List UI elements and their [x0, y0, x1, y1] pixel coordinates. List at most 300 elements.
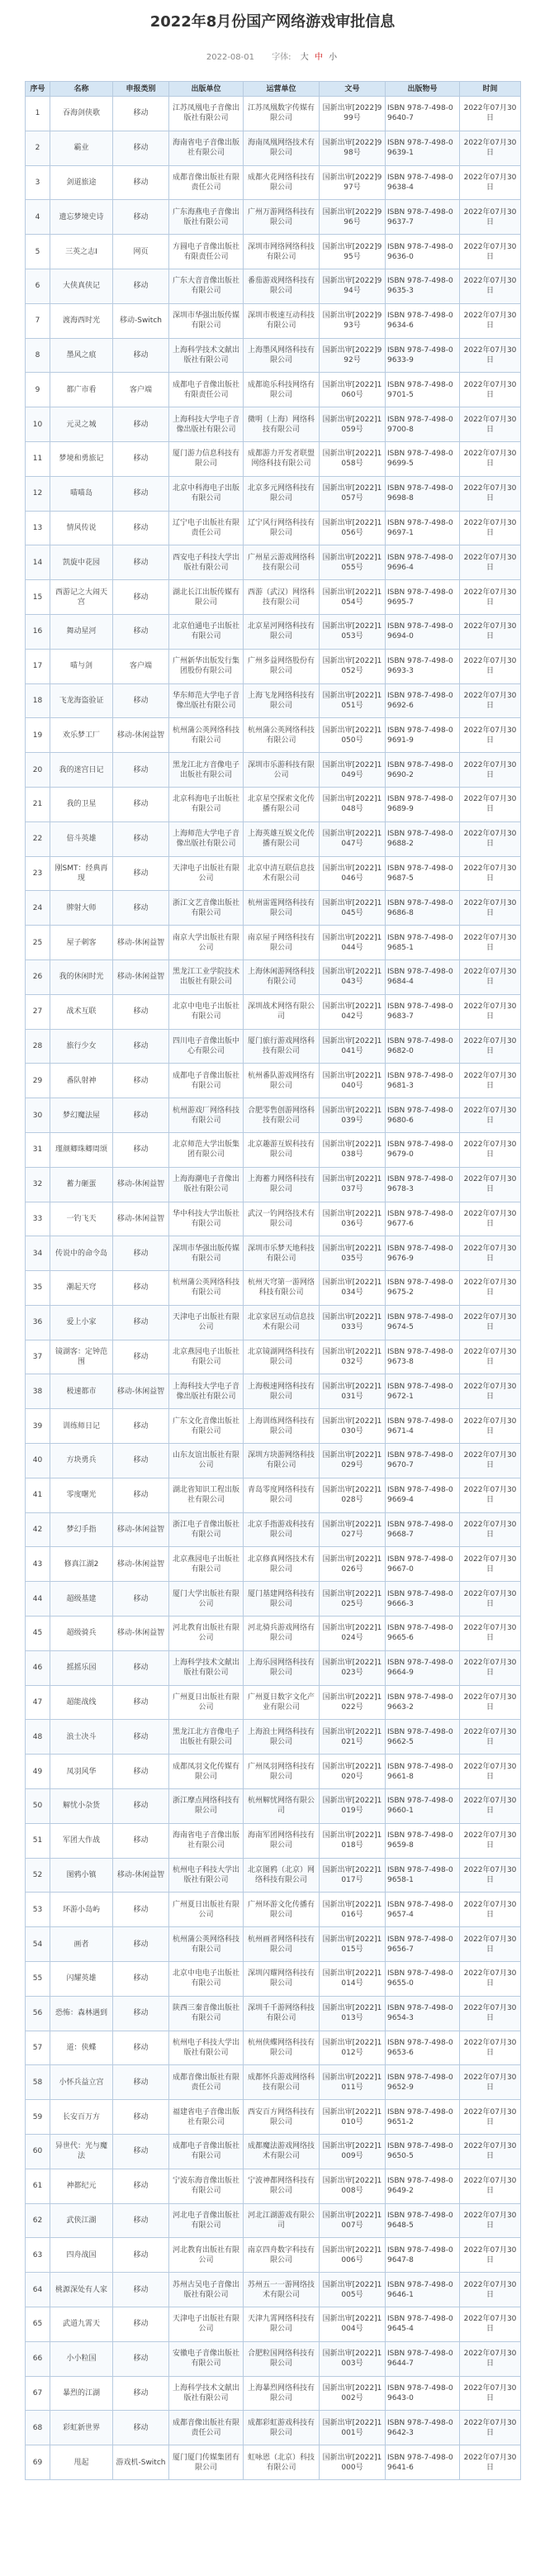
cell-category: 移动: [113, 2238, 169, 2273]
cell-approval-no: 国新出审[2022]1005号: [320, 2273, 386, 2307]
cell-publisher: 安徽电子音像出版社有限公司: [169, 2341, 244, 2376]
cell-number: 65: [26, 2307, 50, 2342]
cell-operator: 上海飞龙网络科技有限公司: [244, 683, 320, 718]
cell-date: 2022年07月30日: [460, 2341, 521, 2376]
cell-category: 移动: [113, 1029, 169, 1064]
cell-operator: 西游（武汉）网络科技有限公司: [244, 580, 320, 615]
cell-date: 2022年07月30日: [460, 235, 521, 269]
cell-approval-no: 国新出审[2022]1037号: [320, 1167, 386, 1202]
cell-isbn: ISBN 978-7-498-09637-7: [386, 200, 460, 235]
cell-number: 3: [26, 165, 50, 200]
cell-number: 4: [26, 200, 50, 235]
cell-number: 67: [26, 2376, 50, 2411]
cell-operator: 青岛零度网络科技有限公司: [244, 1478, 320, 1512]
cell-approval-no: 国新出审[2022]1004号: [320, 2307, 386, 2342]
cell-category: 移动-休闲益智: [113, 1547, 169, 1582]
table-row: [26, 649, 521, 683]
cell-date: 2022年07月30日: [460, 338, 521, 373]
cell-name: 摇摇乐园: [50, 1650, 113, 1685]
cell-category: 移动: [113, 1720, 169, 1755]
table-row: [26, 407, 521, 442]
cell-category: 移动: [113, 1962, 169, 1997]
cell-approval-no: 国新出审[2022]1028号: [320, 1478, 386, 1512]
table-row: [26, 1478, 521, 1512]
cell-approval-no: 国新出审[2022]1039号: [320, 1098, 386, 1133]
cell-name: 潮起天穹: [50, 1271, 113, 1306]
table-row: [26, 2411, 521, 2445]
cell-category: 移动: [113, 1893, 169, 1927]
cell-publisher: 广东大音音像出版社有限公司: [169, 269, 244, 303]
table-row: [26, 1962, 521, 1997]
cell-isbn: ISBN 978-7-498-09688-2: [386, 821, 460, 856]
cell-operator: 杭州侠蝶网络科技有限公司: [244, 2031, 320, 2065]
cell-operator: 北京中清互联信息技术有限公司: [244, 856, 320, 891]
cell-number: 46: [26, 1650, 50, 1685]
font-size-medium[interactable]: 中: [314, 53, 323, 62]
cell-isbn: ISBN 978-7-498-09670-7: [386, 1444, 460, 1478]
cell-date: 2022年07月30日: [460, 614, 521, 649]
cell-isbn: ISBN 978-7-498-09652-9: [386, 2065, 460, 2100]
cell-date: 2022年07月30日: [460, 580, 521, 615]
cell-publisher: 山东友谊出版社有限公司: [169, 1444, 244, 1478]
font-size-label: 字体:: [272, 53, 291, 62]
cell-date: 2022年07月30日: [460, 1996, 521, 2031]
table-row: [26, 2307, 521, 2342]
cell-number: 50: [26, 1789, 50, 1824]
cell-category: 移动: [113, 1927, 169, 1962]
cell-category: 移动-休闲益智: [113, 959, 169, 994]
cell-date: 2022年07月30日: [460, 2100, 521, 2135]
cell-isbn: ISBN 978-7-498-09696-4: [386, 545, 460, 580]
cell-isbn: ISBN 978-7-498-09686-8: [386, 891, 460, 926]
cell-category: 移动: [113, 1789, 169, 1824]
table-row: [26, 2238, 521, 2273]
cell-category: 移动: [113, 1064, 169, 1098]
cell-publisher: 天津电子出版社有限公司: [169, 856, 244, 891]
cell-date: 2022年07月30日: [460, 683, 521, 718]
cell-name: 梦幻手指: [50, 1512, 113, 1547]
cell-date: 2022年07月30日: [460, 649, 521, 683]
cell-approval-no: 国新出审[2022]1000号: [320, 2445, 386, 2480]
cell-date: 2022年07月30日: [460, 1962, 521, 1997]
cell-publisher: 杭州蒲公英网络科技有限公司: [169, 1927, 244, 1962]
cell-isbn: ISBN 978-7-498-09658-1: [386, 1858, 460, 1893]
cell-publisher: 福建省电子音像出版社有限公司: [169, 2100, 244, 2135]
cell-name: 大侠真侠记: [50, 269, 113, 303]
cell-category: 移动-休闲益智: [113, 1202, 169, 1236]
cell-approval-no: 国新出审[2022]1053号: [320, 614, 386, 649]
cell-name: 小小粒国: [50, 2341, 113, 2376]
cell-date: 2022年07月30日: [460, 131, 521, 165]
cell-category: 移动: [113, 476, 169, 511]
table-row: [26, 1755, 521, 1789]
cell-category: 移动: [113, 1340, 169, 1374]
table-row: [26, 2065, 521, 2100]
cell-approval-no: 国新出审[2022]1022号: [320, 1685, 386, 1720]
cell-name: 我的卫星: [50, 787, 113, 821]
table-row: [26, 2169, 521, 2203]
cell-number: 64: [26, 2273, 50, 2307]
table-row: [26, 2341, 521, 2376]
cell-publisher: 上海师范大学电子音像出版社有限公司: [169, 821, 244, 856]
cell-approval-no: 国新出审[2022]1025号: [320, 1582, 386, 1617]
table-row: [26, 131, 521, 165]
cell-category: 移动: [113, 683, 169, 718]
cell-number: 31: [26, 1132, 50, 1167]
cell-category: 移动: [113, 1132, 169, 1167]
cell-isbn: ISBN 978-7-498-09646-1: [386, 2273, 460, 2307]
table-row: [26, 856, 521, 891]
cell-operator: 北京趣游互娱科技有限公司: [244, 1132, 320, 1167]
font-size-small[interactable]: 小: [329, 53, 338, 62]
table-row: [26, 1444, 521, 1478]
cell-date: 2022年07月30日: [460, 269, 521, 303]
font-size-large[interactable]: 大: [300, 53, 309, 62]
cell-approval-no: 国新出审[2022]1051号: [320, 683, 386, 718]
cell-publisher: 杭州电子科技大学出版社有限公司: [169, 1858, 244, 1893]
cell-isbn: ISBN 978-7-498-09663-2: [386, 1685, 460, 1720]
cell-date: 2022年07月30日: [460, 2203, 521, 2238]
cell-number: 55: [26, 1962, 50, 1997]
cell-category: 移动-休闲益智: [113, 926, 169, 960]
cell-operator: 江苏凤凰数字传媒有限公司: [244, 97, 320, 131]
cell-date: 2022年07月30日: [460, 1236, 521, 1271]
cell-date: 2022年07月30日: [460, 2238, 521, 2273]
cell-publisher: 北京伯通电子出版社有限公司: [169, 614, 244, 649]
cell-date: 2022年07月30日: [460, 959, 521, 994]
cell-name: 训练师日记: [50, 1409, 113, 1444]
cell-operator: 辽宁风行网络科技有限公司: [244, 511, 320, 545]
cell-approval-no: 国新出审[2022]1059号: [320, 407, 386, 442]
publish-date: 2022-08-01: [206, 53, 254, 62]
cell-date: 2022年07月30日: [460, 1305, 521, 1340]
cell-date: 2022年07月30日: [460, 1271, 521, 1306]
cell-approval-no: 国新出审[2022]1016号: [320, 1893, 386, 1927]
cell-operator: 上海英雄互娱文化传播有限公司: [244, 821, 320, 856]
cell-name: 吞海剑侠歌: [50, 97, 113, 131]
cell-approval-no: 国新出审[2022]1040号: [320, 1064, 386, 1098]
cell-name: 长安百万方: [50, 2100, 113, 2135]
cell-name: 甩起: [50, 2445, 113, 2480]
cell-date: 2022年07月30日: [460, 1789, 521, 1824]
cell-number: 22: [26, 821, 50, 856]
cell-date: 2022年07月30日: [460, 2445, 521, 2480]
cell-category: 移动: [113, 856, 169, 891]
cell-isbn: ISBN 978-7-498-09673-8: [386, 1340, 460, 1374]
cell-approval-no: 国新出审[2022]1046号: [320, 856, 386, 891]
table-row: [26, 1720, 521, 1755]
table-row: [26, 97, 521, 131]
cell-number: 30: [26, 1098, 50, 1133]
cell-category: 移动: [113, 1755, 169, 1789]
cell-category: 移动: [113, 891, 169, 926]
cell-date: 2022年07月30日: [460, 926, 521, 960]
table-row: [26, 165, 521, 200]
cell-category: 移动: [113, 1996, 169, 2031]
cell-operator: 成都彩虹游戏科技有限公司: [244, 2411, 320, 2445]
cell-name: 军团大作战: [50, 1823, 113, 1858]
cell-date: 2022年07月30日: [460, 787, 521, 821]
cell-operator: 上海乐园网络科技有限公司: [244, 1650, 320, 1685]
cell-date: 2022年07月30日: [460, 200, 521, 235]
table-row: [26, 1512, 521, 1547]
cell-operator: 杭州画者网络科技有限公司: [244, 1927, 320, 1962]
cell-approval-no: 国新出审[2022]1044号: [320, 926, 386, 960]
cell-approval-no: 国新出审[2022]998号: [320, 131, 386, 165]
cell-number: 43: [26, 1547, 50, 1582]
cell-name: 凯旋中花园: [50, 545, 113, 580]
cell-category: 移动: [113, 2100, 169, 2135]
cell-operator: 苏州五一一游网络技术有限公司: [244, 2273, 320, 2307]
cell-approval-no: 国新出审[2022]1001号: [320, 2411, 386, 2445]
cell-isbn: ISBN 978-7-498-09644-7: [386, 2341, 460, 2376]
cell-operator: 上海墨风网络科技有限公司: [244, 338, 320, 373]
cell-operator: 广州万游网络科技有限公司: [244, 200, 320, 235]
cell-number: 7: [26, 303, 50, 338]
cell-number: 19: [26, 718, 50, 753]
cell-isbn: ISBN 978-7-498-09699-5: [386, 441, 460, 476]
cell-number: 52: [26, 1858, 50, 1893]
cell-date: 2022年07月30日: [460, 1202, 521, 1236]
cell-approval-no: 国新出审[2022]1049号: [320, 753, 386, 788]
table-row: [26, 1789, 521, 1824]
cell-approval-no: 国新出审[2022]1038号: [320, 1132, 386, 1167]
cell-date: 2022年07月30日: [460, 1893, 521, 1927]
cell-number: 26: [26, 959, 50, 994]
cell-isbn: ISBN 978-7-498-09656-7: [386, 1927, 460, 1962]
cell-date: 2022年07月30日: [460, 1755, 521, 1789]
cell-publisher: 成都凤羽文化传媒有限公司: [169, 1755, 244, 1789]
cell-operator: 北京修真网络技术有限公司: [244, 1547, 320, 1582]
cell-name: 刚SMT：经典再现: [50, 856, 113, 891]
cell-operator: 虹咏恩（北京）科技有限公司: [244, 2445, 320, 2480]
cell-number: 8: [26, 338, 50, 373]
cell-date: 2022年07月30日: [460, 2411, 521, 2445]
cell-number: 68: [26, 2411, 50, 2445]
cell-number: 38: [26, 1374, 50, 1409]
cell-number: 21: [26, 787, 50, 821]
cell-isbn: ISBN 978-7-498-09694-0: [386, 614, 460, 649]
cell-number: 63: [26, 2238, 50, 2273]
cell-date: 2022年07月30日: [460, 1858, 521, 1893]
cell-number: 40: [26, 1444, 50, 1478]
cell-publisher: 苏州古吴电子音像出版社有限公司: [169, 2273, 244, 2307]
cell-approval-no: 国新出审[2022]992号: [320, 338, 386, 373]
cell-isbn: ISBN 978-7-498-09677-6: [386, 1202, 460, 1236]
cell-publisher: 厦门大学出版社有限公司: [169, 1582, 244, 1617]
table-row: [26, 373, 521, 407]
cell-isbn: ISBN 978-7-498-09676-9: [386, 1236, 460, 1271]
cell-operator: 广州多益网络股份有限公司: [244, 649, 320, 683]
cell-name: 武道九霄天: [50, 2307, 113, 2342]
cell-category: 移动: [113, 1409, 169, 1444]
cell-date: 2022年07月30日: [460, 821, 521, 856]
cell-publisher: 北京科海电子出版社有限公司: [169, 787, 244, 821]
cell-name: 图鸦小镇: [50, 1858, 113, 1893]
cell-isbn: ISBN 978-7-498-09647-8: [386, 2238, 460, 2273]
cell-operator: 微明（上海）网络科技有限公司: [244, 407, 320, 442]
cell-date: 2022年07月30日: [460, 2376, 521, 2411]
cell-number: 24: [26, 891, 50, 926]
cell-name: 恐怖：森林遇到: [50, 1996, 113, 2031]
cell-approval-no: 国新出审[2022]1055号: [320, 545, 386, 580]
cell-isbn: ISBN 978-7-498-09682-0: [386, 1029, 460, 1064]
table-row: [26, 1167, 521, 1202]
cell-category: 移动: [113, 2341, 169, 2376]
article-meta: [0, 50, 545, 62]
cell-operator: 广州环游文化传播有限公司: [244, 1893, 320, 1927]
cell-approval-no: 国新出审[2022]1060号: [320, 373, 386, 407]
cell-number: 28: [26, 1029, 50, 1064]
cell-name: 情风传说: [50, 511, 113, 545]
cell-category: 移动: [113, 753, 169, 788]
cell-approval-no: 国新出审[2022]1056号: [320, 511, 386, 545]
cell-category: 移动-休闲益智: [113, 718, 169, 753]
cell-category: 移动: [113, 787, 169, 821]
cell-date: 2022年07月30日: [460, 2169, 521, 2203]
table-row: [26, 1340, 521, 1374]
cell-isbn: ISBN 978-7-498-09690-2: [386, 753, 460, 788]
cell-date: 2022年07月30日: [460, 165, 521, 200]
cell-approval-no: 国新出审[2022]1008号: [320, 2169, 386, 2203]
page-title: 2022年8月份国产网络游戏审批信息: [149, 13, 396, 31]
cell-operator: 厦门基建网络科技有限公司: [244, 1582, 320, 1617]
cell-operator: 北京多元网络科技有限公司: [244, 476, 320, 511]
table-row: [26, 1685, 521, 1720]
table-row: [26, 2273, 521, 2307]
table-row: [26, 1374, 521, 1409]
cell-isbn: ISBN 978-7-498-09667-0: [386, 1547, 460, 1582]
cell-number: 27: [26, 994, 50, 1029]
cell-operator: 河北江湖游戏有限公司: [244, 2203, 320, 2238]
cell-name: 屋子刺客: [50, 926, 113, 960]
cell-date: 2022年07月30日: [460, 476, 521, 511]
cell-operator: 成都怀兵游戏网络科技有限公司: [244, 2065, 320, 2100]
cell-approval-no: 国新出审[2022]1013号: [320, 1996, 386, 2031]
cell-number: 56: [26, 1996, 50, 2031]
header-row: [26, 82, 521, 97]
cell-operator: 天津九霄网络科技有限公司: [244, 2307, 320, 2342]
cell-category: 移动: [113, 1823, 169, 1858]
cell-isbn: ISBN 978-7-498-09654-3: [386, 1996, 460, 2031]
cell-isbn: ISBN 978-7-498-09649-2: [386, 2169, 460, 2203]
cell-number: 23: [26, 856, 50, 891]
table-row: [26, 441, 521, 476]
cell-approval-no: 国新出审[2022]993号: [320, 303, 386, 338]
cell-name: 旅行少女: [50, 1029, 113, 1064]
cell-category: 移动: [113, 545, 169, 580]
approval-table: [25, 81, 521, 2480]
cell-isbn: ISBN 978-7-498-09695-7: [386, 580, 460, 615]
table-row: [26, 1582, 521, 1617]
cell-isbn: ISBN 978-7-498-09648-5: [386, 2203, 460, 2238]
cell-publisher: 广东海燕电子音像出版社有限公司: [169, 200, 244, 235]
cell-publisher: 南京大学出版社有限公司: [169, 926, 244, 960]
cell-name: 我的休闲时光: [50, 959, 113, 994]
cell-publisher: 天津电子出版社有限公司: [169, 1305, 244, 1340]
cell-isbn: ISBN 978-7-498-09684-4: [386, 959, 460, 994]
cell-date: 2022年07月30日: [460, 1547, 521, 1582]
cell-name: 解忧小杂货: [50, 1789, 113, 1824]
cell-number: 1: [26, 97, 50, 131]
cell-publisher: 杭州蒲公英网络科技有限公司: [169, 718, 244, 753]
cell-publisher: 厦门游力信息科技有限公司: [169, 441, 244, 476]
cell-name: 镜湖客：定钟范围: [50, 1340, 113, 1374]
cell-publisher: 河北教育出版社有限公司: [169, 2238, 244, 2273]
cell-category: 移动: [113, 2065, 169, 2100]
cell-number: 20: [26, 753, 50, 788]
cell-name: 飞龙海盗验证: [50, 683, 113, 718]
cell-category: 移动-休闲益智: [113, 1858, 169, 1893]
cell-operator: 北京星河网络科技有限公司: [244, 614, 320, 649]
cell-category: 移动: [113, 165, 169, 200]
cell-publisher: 上海海潮电子音像出版社有限公司: [169, 1167, 244, 1202]
cell-approval-no: 国新出审[2022]1036号: [320, 1202, 386, 1236]
cell-name: 超级骑兵: [50, 1617, 113, 1651]
cell-category: 移动: [113, 2307, 169, 2342]
cell-date: 2022年07月30日: [460, 891, 521, 926]
cell-date: 2022年07月30日: [460, 1098, 521, 1133]
table-row: [26, 994, 521, 1029]
cell-approval-no: 国新出审[2022]1027号: [320, 1512, 386, 1547]
cell-name: 战术互联: [50, 994, 113, 1029]
cell-name: 喵喵岛: [50, 476, 113, 511]
table-row: [26, 926, 521, 960]
cell-category: 移动: [113, 2376, 169, 2411]
cell-number: 51: [26, 1823, 50, 1858]
cell-approval-no: 国新出审[2022]1043号: [320, 959, 386, 994]
cell-isbn: ISBN 978-7-498-09683-7: [386, 994, 460, 1029]
cell-date: 2022年07月30日: [460, 1409, 521, 1444]
cell-isbn: ISBN 978-7-498-09642-3: [386, 2411, 460, 2445]
cell-name: 道：侠蝶: [50, 2031, 113, 2065]
table-row: [26, 1996, 521, 2031]
cell-number: 16: [26, 614, 50, 649]
cell-number: 2: [26, 131, 50, 165]
cell-approval-no: 国新出审[2022]1029号: [320, 1444, 386, 1478]
cell-category: 移动: [113, 614, 169, 649]
cell-category: 移动: [113, 1271, 169, 1306]
cell-isbn: ISBN 978-7-498-09678-3: [386, 1167, 460, 1202]
table-row: [26, 1202, 521, 1236]
cell-isbn: ISBN 978-7-498-09641-6: [386, 2445, 460, 2480]
cell-date: 2022年07月30日: [460, 511, 521, 545]
cell-date: 2022年07月30日: [460, 1582, 521, 1617]
cell-name: 零度曙光: [50, 1478, 113, 1512]
font-size-switcher: [267, 53, 339, 62]
cell-approval-no: 国新出审[2022]1058号: [320, 441, 386, 476]
cell-category: 移动: [113, 2273, 169, 2307]
cell-publisher: 湖北省知识工程出版社有限公司: [169, 1478, 244, 1512]
cell-isbn: ISBN 978-7-498-09698-8: [386, 476, 460, 511]
cell-category: 客户端: [113, 649, 169, 683]
cell-category: 移动-休闲益智: [113, 1374, 169, 1409]
cell-date: 2022年07月30日: [460, 373, 521, 407]
table-row: [26, 511, 521, 545]
cell-approval-no: 国新出审[2022]1047号: [320, 821, 386, 856]
cell-operator: 深圳市乐梦天地科技有限公司: [244, 1236, 320, 1271]
header-col-number: 序号: [26, 82, 50, 97]
cell-isbn: ISBN 978-7-498-09657-4: [386, 1893, 460, 1927]
cell-publisher: 陕西三秦音像出版社有限公司: [169, 1996, 244, 2031]
cell-operator: 北京家居互动信息技术有限公司: [244, 1305, 320, 1340]
cell-operator: 西安百方网络科技有限公司: [244, 2100, 320, 2135]
cell-approval-no: 国新出审[2022]1035号: [320, 1236, 386, 1271]
cell-isbn: ISBN 978-7-498-09638-4: [386, 165, 460, 200]
table-row: [26, 614, 521, 649]
header-col-date: 时间: [460, 82, 521, 97]
cell-category: 移动-休闲益智: [113, 1167, 169, 1202]
